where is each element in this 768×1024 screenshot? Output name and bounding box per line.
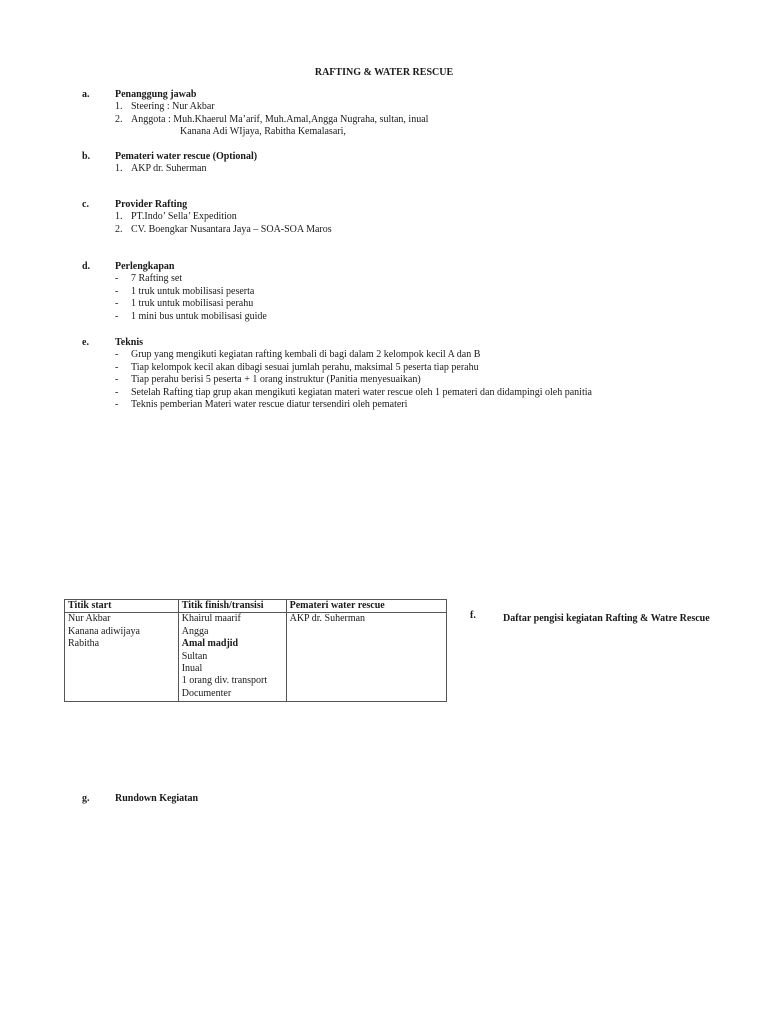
list-marker: - [115, 310, 119, 322]
list-item-text: 1 truk untuk mobilisasi peserta [131, 285, 255, 297]
list-item [115, 311, 705, 323]
list-item-text: CV. Boengkar Nusantara Jaya – SOA-SOA Maros [131, 223, 332, 235]
document-title: RAFTING & WATER RESCUE [314, 67, 454, 78]
table-header-cell: Titik start [65, 600, 179, 613]
section-heading: Daftar pengisi kegiatan Rafting & Watre Rescue [503, 613, 710, 624]
cell-line: Amal madjid [181, 638, 239, 650]
cell-line: Khairul maarif [181, 613, 241, 625]
list-marker: - [115, 298, 119, 310]
section-letter: e. [82, 337, 89, 348]
list-item-text: 1 truk untuk mobilisasi perahu [131, 298, 254, 310]
section-heading: Penanggung jawab [115, 89, 197, 100]
table-header-cell: Pemateri water rescue [286, 600, 446, 613]
list-item-text: Setelah Rafting tiap grup akan mengikuti kegiatan materi water rescue oleh 1 pemateri dan didampingi oleh panitia [131, 386, 592, 398]
list-item [115, 224, 705, 236]
list-item-continuation: Kanana Adi WIjaya, Rabitha Kemalasari, [180, 126, 346, 138]
cell-line: Sultan [181, 650, 208, 662]
list-item [115, 101, 705, 113]
section-letter: d. [82, 261, 91, 272]
list-item-text: Steering : Nur Akbar [131, 101, 215, 113]
table-header-row [65, 600, 447, 613]
cell-line: Rabitha [68, 638, 100, 650]
table-cell-titik-start [65, 613, 179, 702]
table-row [65, 613, 447, 702]
list-item [115, 387, 705, 399]
list-item [115, 362, 705, 374]
cell-line: 1 orang div. transport [181, 675, 268, 687]
list-item-text: Grup yang mengikuti kegiatan rafting kembali di bagi dalam 2 kelompok kecil A dan B [131, 349, 481, 361]
list-item [115, 399, 705, 411]
list-marker: 1. [115, 211, 123, 223]
list-item-text: 7 Rafting set [131, 273, 183, 285]
list-item [115, 114, 705, 126]
list-item [115, 211, 705, 223]
cell-line: Kanana adiwijaya [68, 625, 140, 637]
list-item [115, 374, 705, 386]
list-item-text: Tiap kelompok kecil akan dibagi sesuai jumlah perahu, maksimal 5 peserta tiap perahu [131, 361, 479, 373]
cell-line: Documenter [181, 687, 232, 699]
section-heading: Perlengkapan [115, 261, 175, 272]
list-item-text: Tiap perahu berisi 5 peserta + 1 orang instruktur (Panitia menyesuaikan) [131, 374, 421, 386]
section-heading: Pemateri water rescue (Optional) [115, 151, 258, 162]
list-item [115, 298, 705, 310]
list-marker: - [115, 399, 119, 411]
list-item [115, 273, 705, 285]
list-item-text: AKP dr. Suherman [131, 163, 207, 175]
list-marker: - [115, 374, 119, 386]
list-marker: - [115, 285, 119, 297]
table-header-cell: Titik finish/transisi [178, 600, 286, 613]
assignment-table [64, 599, 447, 702]
section-heading: Rundown Kegiatan [115, 793, 199, 804]
list-item [115, 286, 705, 298]
cell-line: Inual [181, 663, 203, 675]
list-marker: 2. [115, 113, 123, 125]
cell-line: AKP dr. Suherman [289, 613, 366, 625]
section-letter: b. [82, 151, 91, 162]
list-item-text: Teknis pemberian Materi water rescue diatur tersendiri oleh pemateri [131, 399, 408, 411]
list-marker: - [115, 386, 119, 398]
list-marker: 1. [115, 101, 123, 113]
cell-line: Angga [181, 625, 209, 637]
list-item [115, 349, 705, 361]
table-cell-titik-finish [178, 613, 286, 702]
list-marker: 1. [115, 163, 123, 175]
list-marker: - [115, 349, 119, 361]
section-letter: f. [470, 610, 476, 621]
section-letter: g. [82, 793, 90, 804]
table-cell-pemateri [286, 613, 446, 702]
section-letter: c. [82, 199, 89, 210]
list-item-text: Anggota : Muh.Khaerul Ma’arif, Muh.Amal,Angga Nugraha, sultan, inual [131, 113, 429, 125]
section-heading: Teknis [115, 337, 143, 348]
list-marker: - [115, 273, 119, 285]
list-item-text: 1 mini bus untuk mobilisasi guide [131, 310, 267, 322]
section-heading: Provider Rafting [115, 199, 188, 210]
list-marker: 2. [115, 223, 123, 235]
section-letter: a. [82, 89, 90, 100]
list-item [115, 163, 705, 175]
list-item-text: PT.Indo’ Sella’ Expedition [131, 211, 237, 223]
list-marker: - [115, 361, 119, 373]
cell-line: Nur Akbar [68, 613, 111, 625]
